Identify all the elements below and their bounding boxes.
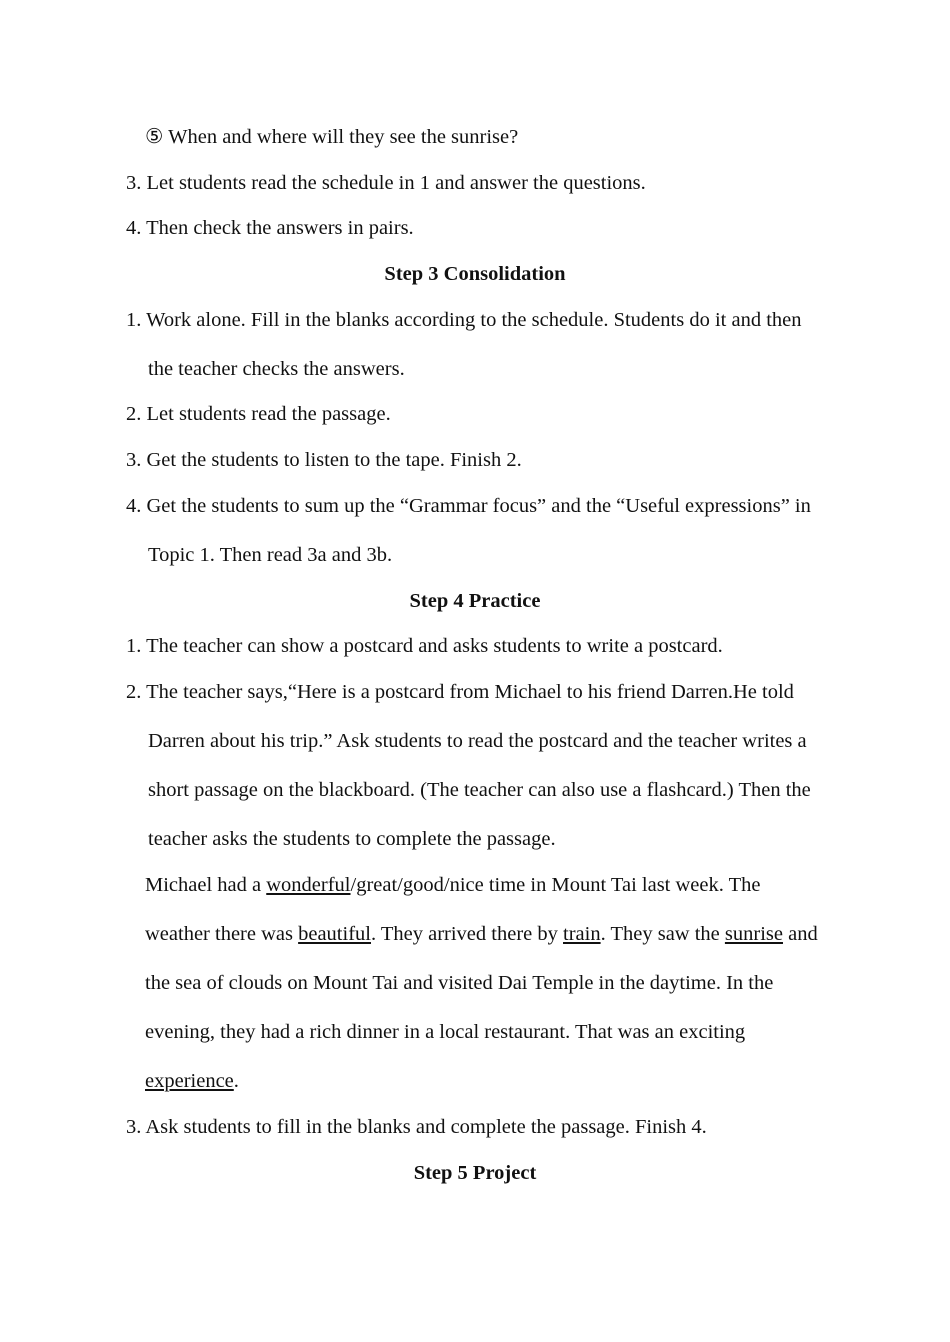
answer-blank: beautiful xyxy=(298,923,371,945)
passage-line-3: the sea of clouds on Mount Tai and visited Dai Temple in the daytime. In the xyxy=(145,972,774,994)
step4-item-2: 2. The teacher says,“Here is a postcard from Michael to his friend Darren.He told xyxy=(126,681,794,703)
passage-line-5 xyxy=(145,1069,239,1093)
answer-blank: train xyxy=(563,923,601,945)
step3-item-4: 4. Get the students to sum up the “Grammar focus” and the “Useful expressions” in xyxy=(126,495,811,517)
question-5: ⑤ When and where will they see the sunrise? xyxy=(145,126,519,148)
step2-item-3: 3. Let students read the schedule in 1 and answer the questions. xyxy=(126,172,646,194)
passage-text: weather there was xyxy=(145,923,299,945)
step3-item-3: 3. Get the students to listen to the tape. Finish 2. xyxy=(126,449,522,471)
step3-item-2: 2. Let students read the passage. xyxy=(126,403,391,425)
passage-text: Michael had a xyxy=(145,874,267,896)
passage-line-4: evening, they had a rich dinner in a local restaurant. That was an exciting xyxy=(145,1021,746,1043)
passage-text: . They arrived there by xyxy=(370,923,564,945)
heading-step5: Step 5 Project xyxy=(413,1162,537,1184)
heading-step3: Step 3 Consolidation xyxy=(384,263,566,285)
step4-item-2-cont-1: Darren about his trip.” Ask students to read the postcard and the teacher writes a xyxy=(148,730,807,752)
passage-text: /great/good/nice time in Mount Tai last week. The xyxy=(350,874,761,896)
heading-step4: Step 4 Practice xyxy=(409,590,541,612)
step3-item-1-cont: the teacher checks the answers. xyxy=(148,358,405,380)
step3-item-1: 1. Work alone. Fill in the blanks according to the schedule. Students do it and then xyxy=(126,309,802,331)
step2-item-4: 4. Then check the answers in pairs. xyxy=(126,217,414,239)
passage-line-1 xyxy=(145,873,761,897)
passage-text: . They saw the xyxy=(600,923,725,945)
passage-text: . xyxy=(233,1070,239,1092)
step4-item-2-cont-2: short passage on the blackboard. (The teacher can also use a flashcard.) Then the xyxy=(148,779,811,801)
passage-text: and xyxy=(782,923,818,945)
answer-blank: wonderful xyxy=(266,874,351,896)
step4-item-3: 3. Ask students to fill in the blanks and complete the passage. Finish 4. xyxy=(126,1116,707,1138)
passage-line-2 xyxy=(145,922,818,946)
step4-item-1: 1. The teacher can show a postcard and asks students to write a postcard. xyxy=(126,635,723,657)
answer-blank: experience xyxy=(145,1070,234,1092)
step4-item-2-cont-3: teacher asks the students to complete the passage. xyxy=(148,828,556,850)
answer-blank: sunrise xyxy=(724,923,783,945)
step3-item-4-cont: Topic 1. Then read 3a and 3b. xyxy=(148,544,393,566)
